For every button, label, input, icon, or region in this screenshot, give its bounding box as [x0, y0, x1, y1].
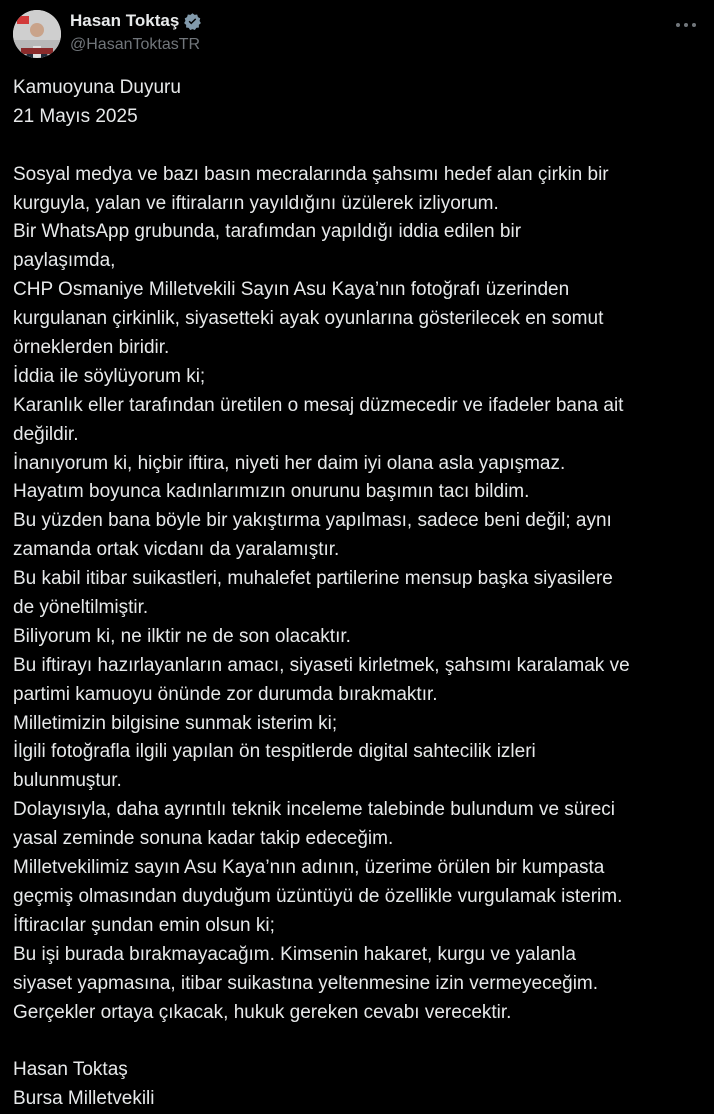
more-options-icon[interactable]	[669, 11, 703, 39]
author-name-row	[70, 11, 202, 31]
tweet-text	[13, 74, 703, 1114]
verified-badge-icon[interactable]	[183, 12, 202, 31]
profile-photo-icon[interactable]	[13, 10, 61, 58]
blank-line	[13, 132, 703, 161]
tweet-text-line: bulunmuştur.	[13, 770, 122, 792]
tweet-text-line: paylaşımda,	[13, 250, 116, 272]
tweet-text-line: Hayatım boyunca kadınlarımızın onurunu başımın tacı bildim.	[13, 481, 530, 503]
tweet-text-line: siyaset yapmasına, itibar suikastına yeltenmesine izin vermeyeceğim.	[13, 972, 599, 994]
tweet-text-line: de yöneltilmiştir.	[13, 597, 149, 619]
tweet-text-line: zamanda ortak vicdanı da yaralamıştır.	[13, 539, 340, 561]
tweet-text-line: Bursa Milletvekili	[13, 1088, 155, 1110]
tweet-text-line: değildir.	[13, 423, 79, 445]
tweet-text-line: Bir WhatsApp grubunda, tarafımdan yapıldığı iddia edilen bir	[13, 221, 522, 243]
tweet-text-line: Gerçekler ortaya çıkacak, hukuk gereken cevabı verecektir.	[13, 1001, 512, 1023]
tweet-text-line: İddia ile söylüyorum ki;	[13, 365, 206, 387]
tweet-text-line: kurgulanan çirkinlik, siyasetteki ayak oyunlarına gösterilecek en somut	[13, 308, 604, 330]
tweet-text-line: Milletvekilimiz sayın Asu Kaya’nın adının, üzerime örülen bir kumpasta	[13, 857, 605, 879]
author-handle[interactable]: @HasanToktasTR	[70, 36, 201, 53]
tweet-text-line: Bu kabil itibar suikastleri, muhalefet partilerine mensup başka siyasilere	[13, 568, 613, 590]
tweet-text-line: Karanlık eller tarafından üretilen o mesaj düzmecedir ve ifadeler bana ait	[13, 394, 624, 416]
tweet-text-line: Milletimizin bilgisine sunmak isterim ki;	[13, 712, 338, 734]
tweet-text-line: Hasan Toktaş	[13, 1059, 128, 1081]
tweet-text-line: İlgili fotoğrafla ilgili yapılan ön tespitlerde digital sahtecilik izleri	[13, 741, 536, 763]
tweet-text-line: Bu işi burada bırakmayacağım. Kimsenin hakaret, kurgu ve yalanla	[13, 943, 576, 965]
tweet-text-line: Sosyal medya ve bazı basın mecralarında şahsımı hedef alan çirkin bir	[13, 163, 609, 185]
tweet-text-line: geçmiş olmasından duyduğum üzüntüyü de özellikle vurgulamak isterim.	[13, 885, 623, 907]
tweet-text-line: Dolayısıyla, daha ayrıntılı teknik inceleme talebinde bulundum ve süreci	[13, 799, 615, 821]
tweet-text-line: partimi kamuoyu önünde zor durumda bırakmaktır.	[13, 683, 438, 705]
tweet-text-line: İftiracılar şundan emin olsun ki;	[13, 914, 275, 936]
tweet-text-line: yasal zeminde sonuna kadar takip edeceğim.	[13, 828, 394, 850]
tweet-text-line: Bu iftirayı hazırlayanların amacı, siyaseti kirletmek, şahsımı karalamak ve	[13, 654, 630, 676]
author-display-name[interactable]: Hasan Toktaş	[70, 11, 180, 30]
tweet-text-line: Biliyorum ki, ne ilktir ne de son olacaktır.	[13, 625, 351, 647]
tweet-text-line: örneklerden biridir.	[13, 337, 170, 359]
blank-line	[13, 1027, 703, 1056]
tweet-header	[13, 9, 703, 59]
tweet-text-line: Kamuoyuna Duyuru	[13, 77, 181, 98]
tweet-text-line: kurguyla, yalan ve iftiraların yayıldığını üzülerek izliyorum.	[13, 192, 499, 214]
tweet-text-line: 21 Mayıs 2025	[13, 105, 138, 127]
tweet-text-line: İnanıyorum ki, hiçbir iftira, niyeti her daim iyi olana asla yapışmaz.	[13, 452, 566, 474]
tweet-text-line: CHP Osmaniye Milletvekili Sayın Asu Kaya’nın fotoğrafı üzerinden	[13, 279, 570, 301]
tweet-text-line: Bu yüzden bana böyle bir yakıştırma yapılması, sadece beni değil; aynı	[13, 510, 612, 532]
